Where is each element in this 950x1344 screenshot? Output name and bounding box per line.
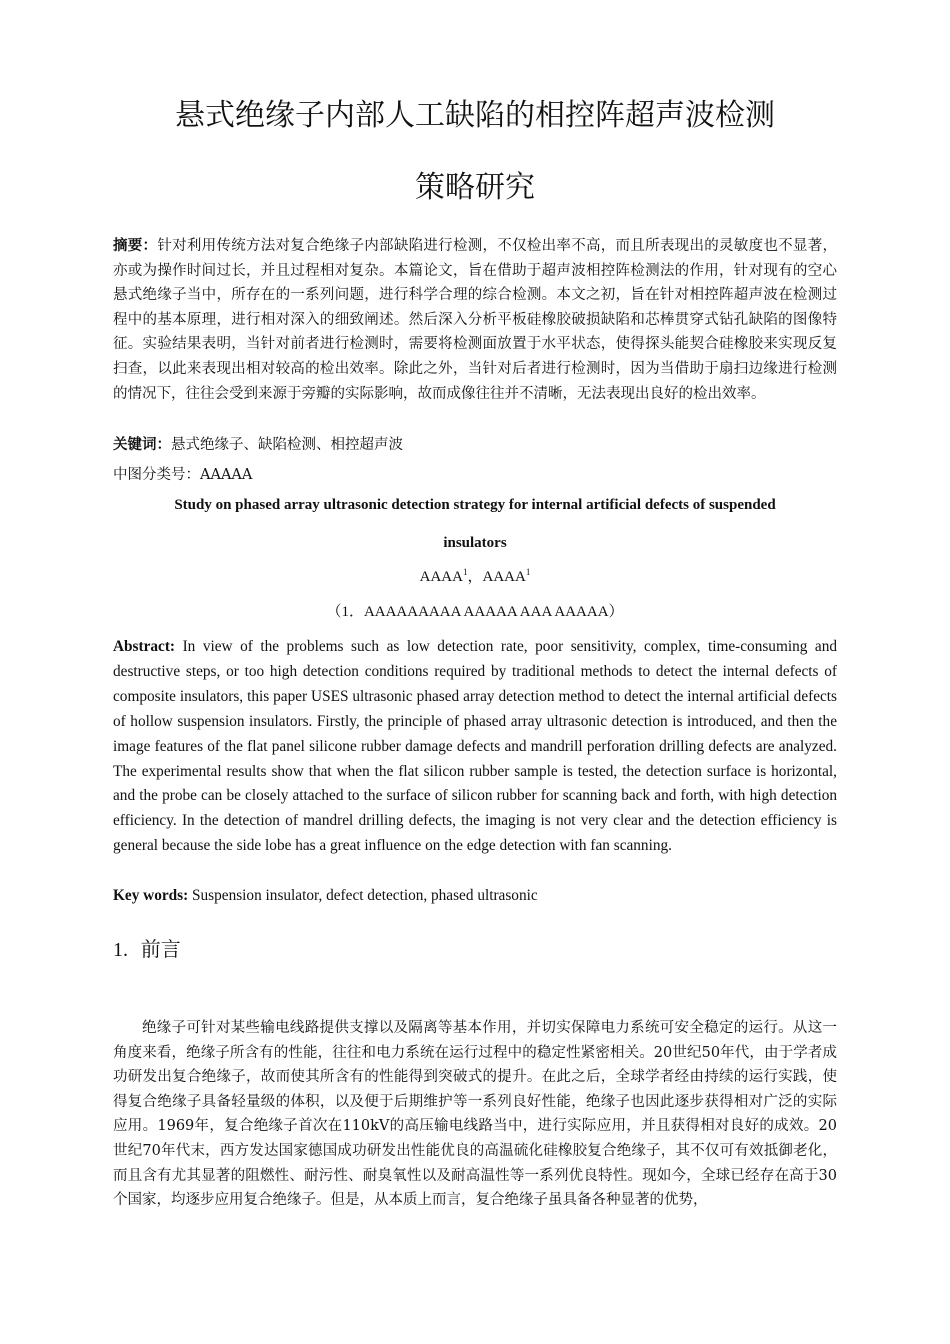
- chinese-abstract-label: 摘要：: [113, 237, 158, 254]
- chinese-keywords-label: 关键词：: [113, 436, 171, 453]
- english-abstract-text: In view of the problems such as low detection rate, poor sensitivity, complex, time-consuming and destructive steps, or too high detection conditions required by traditional methods to detect the internal defects of composite insulators, this paper USES ultrasonic phased array detection method to detect the internal artificial defects of hollow suspension insulators. Firstly, the principle of phased array ultrasonic detection is introduced, and then the image features of the flat panel silicone rubber damage defects and mandrill perforation drilling defects are analyzed. The experimental results show that when the flat silicon rubber sample is tested, the detection surface is horizontal, and the probe can be closely attached to the surface of silicon rubber for scanning back and forth, with high detection efficiency. In the detection of mandrel drilling defects, the imaging is not very clear and the detection efficiency is general because the side lobe has a great influence on the edge detection with fan scanning.: [113, 638, 837, 855]
- chinese-abstract: [113, 234, 837, 406]
- chinese-abstract-text: 针对利用传统方法对复合绝缘子内部缺陷进行检测，不仅检出率不高，而且所表现出的灵敏度也不显著，亦或为操作时间过长，并且过程相对复杂。本篇论文，旨在借助于超声波相控阵检测法的作用，针对现有的空心悬式绝缘子当中，所存在的一系列问题，进行科学合理的综合检测。本文之初，旨在针对相控阵超声波在检测过程中的基本原理，进行相对深入的细致阐述。然后深入分析平板硅橡胶破损缺陷和芯棒贯穿式钻孔缺陷的图像特征。实验结果表明，当针对前者进行检测时，需要将检测面放置于水平状态，使得探头能契合硅橡胶来实现反复扫查，以此来表现出相对较高的检出效率。除此之外，当针对后者进行检测时，因为当借助于扇扫边缘进行检测的情况下，往往会受到来源于旁瓣的实际影响，故而成像往往并不清晰，无法表现出良好的检出效率。: [113, 238, 837, 402]
- section-number: 1.: [113, 939, 128, 961]
- english-title-line-1: Study on phased array ultrasonic detection strategy for internal artificial defects of suspended: [174, 497, 776, 513]
- affiliation: （1．AAAAAAAAA AAAAA AAA AAAAA）: [326, 604, 624, 620]
- chinese-keywords: [113, 434, 837, 456]
- classification-value: AAAAA: [200, 467, 253, 483]
- classification-label: 中图分类号：: [113, 467, 200, 483]
- english-abstract-label: Abstract:: [113, 638, 176, 655]
- english-keywords: [113, 884, 837, 908]
- author-1-affiliation-mark: 1: [462, 567, 468, 577]
- authors: [113, 566, 837, 588]
- section-heading: [113, 934, 837, 965]
- author-separator: ，: [467, 569, 483, 585]
- author-2-affiliation-mark: 1: [525, 567, 531, 577]
- classification-number: [113, 464, 837, 486]
- section-paragraph: 绝缘子可针对某些输电线路提供支撑以及隔离等基本作用，并切实保障电力系统可安全稳定的运行。从这一角度来看，绝缘子所含有的性能，往往和电力系统在运行过程中的稳定性紧密相关。20世纪50年代，由于学者成功研发出复合绝缘子，故而使其所含有的性能得到突破式的提升。在此之后，全球学者经由持续的运行实践，使得复合绝缘子具备轻量级的体积，以及便于后期维护等一系列良好性能，绝缘子也因此逐步获得相对广泛的实际应用。1969年，复合绝缘子首次在110kV的高压输电线路当中，进行实际应用，并且获得相对良好的成效。20世纪70年代末，西方发达国家德国成功研发出性能优良的高温硫化硅橡胶复合绝缘子，其不仅可有效抵御老化，而且含有尤其显著的阻燃性、耐污性、耐臭氧性以及耐高温性等一系列优良特性。现如今，全球已经存在高于30个国家，均逐步应用复合绝缘子。但是，从本质上而言，复合绝缘子虽具备各种显著的优势，: [113, 1020, 837, 1209]
- paper-title-line-2: 策略研究: [415, 170, 535, 205]
- author-1: AAAA: [419, 569, 463, 585]
- english-keywords-label: Key words:: [113, 887, 189, 904]
- author-2: AAAA: [482, 569, 526, 585]
- english-keywords-text: Suspension insulator, defect detection, phased ultrasonic: [192, 887, 538, 904]
- section-title: 前言: [140, 937, 181, 961]
- paper-title-line-1: 悬式绝缘子内部人工缺陷的相控阵超声波检测: [175, 98, 775, 133]
- english-title-line-2: insulators: [443, 535, 507, 551]
- chinese-keywords-text: 悬式绝缘子、缺陷检测、相控超声波: [171, 437, 403, 453]
- english-abstract: [113, 635, 837, 859]
